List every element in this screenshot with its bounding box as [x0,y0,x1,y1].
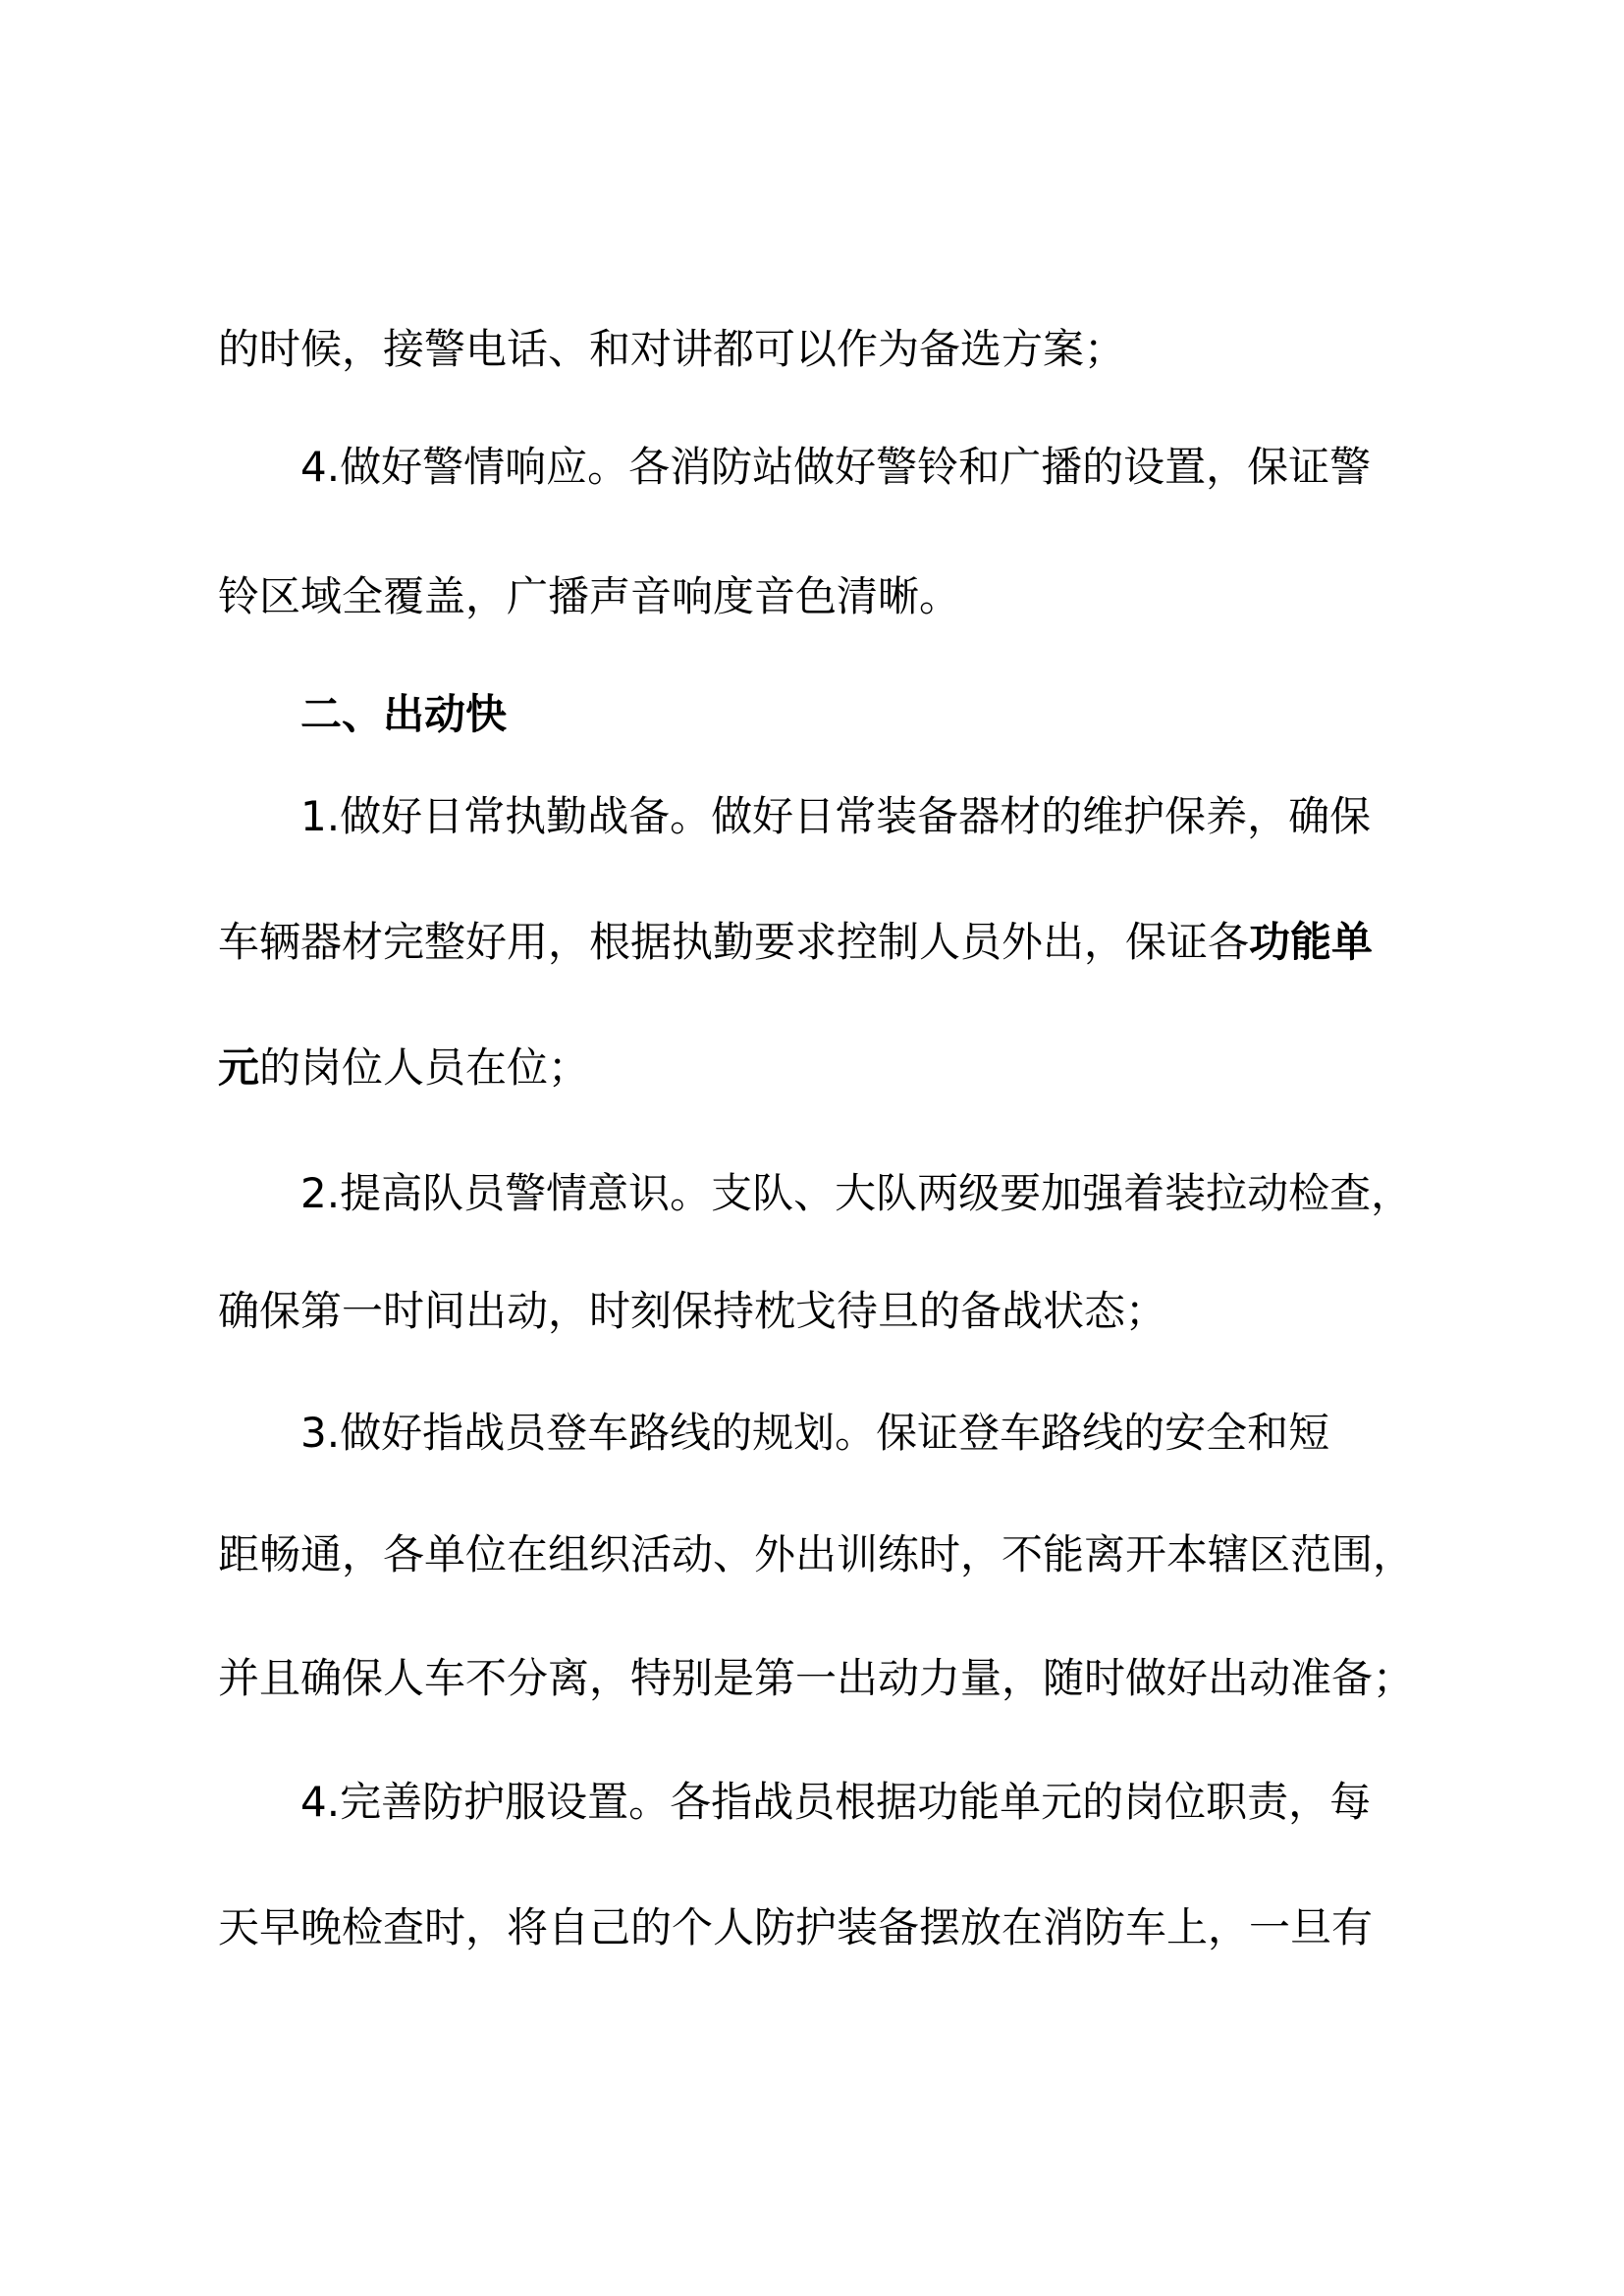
body-text-line: 距畅通，各单位在组织活动、外出训练时，不能离开本辖区范围， [218,1530,1415,1578]
list-item-4-protective-gear: 4.完善防护服设置。各指战员根据功能单元的岗位职责，每 [300,1778,1372,1826]
list-item-3-route: 3.做好指战员登车路线的规划。保证登车路线的安全和短 [300,1409,1330,1457]
body-text-line: 天早晚检查时，将自己的个人防护装备摆放在消防车上，一旦有 [218,1903,1374,1951]
body-text-line: 并且确保人车不分离，特别是第一出动力量，随时做好出动准备； [218,1654,1415,1702]
body-text-line: 的时候，接警电话、和对讲都可以作为备选方案； [218,325,1126,373]
body-text-line [218,913,1435,972]
bold-term-span: 元 [218,1043,260,1092]
body-text-line: 铃区域全覆盖，广播声音响度音色清晰。 [218,572,961,620]
section-heading: 二、出动快 [300,690,508,738]
bold-term-span: 功能单 [1249,918,1374,966]
body-text-span: 的岗位人员在位； [259,1043,590,1092]
body-text-line: 确保第一时间出动，时刻保持枕戈待旦的备战状态； [218,1287,1167,1335]
body-text-line [218,1039,1435,1097]
list-item-4-response: 4.做好警情响应。各消防站做好警铃和广播的设置，保证警 [300,443,1372,491]
list-item-2-awareness: 2.提高队员警情意识。支队、大队两级要加强着装拉动检查， [300,1169,1413,1217]
list-item-1-duty: 1.做好日常执勤战备。做好日常装备器材的维护保养，确保 [300,792,1372,840]
body-text-span: 车辆器材完整好用，根据执勤要求控制人员外出，保证各 [218,918,1250,966]
